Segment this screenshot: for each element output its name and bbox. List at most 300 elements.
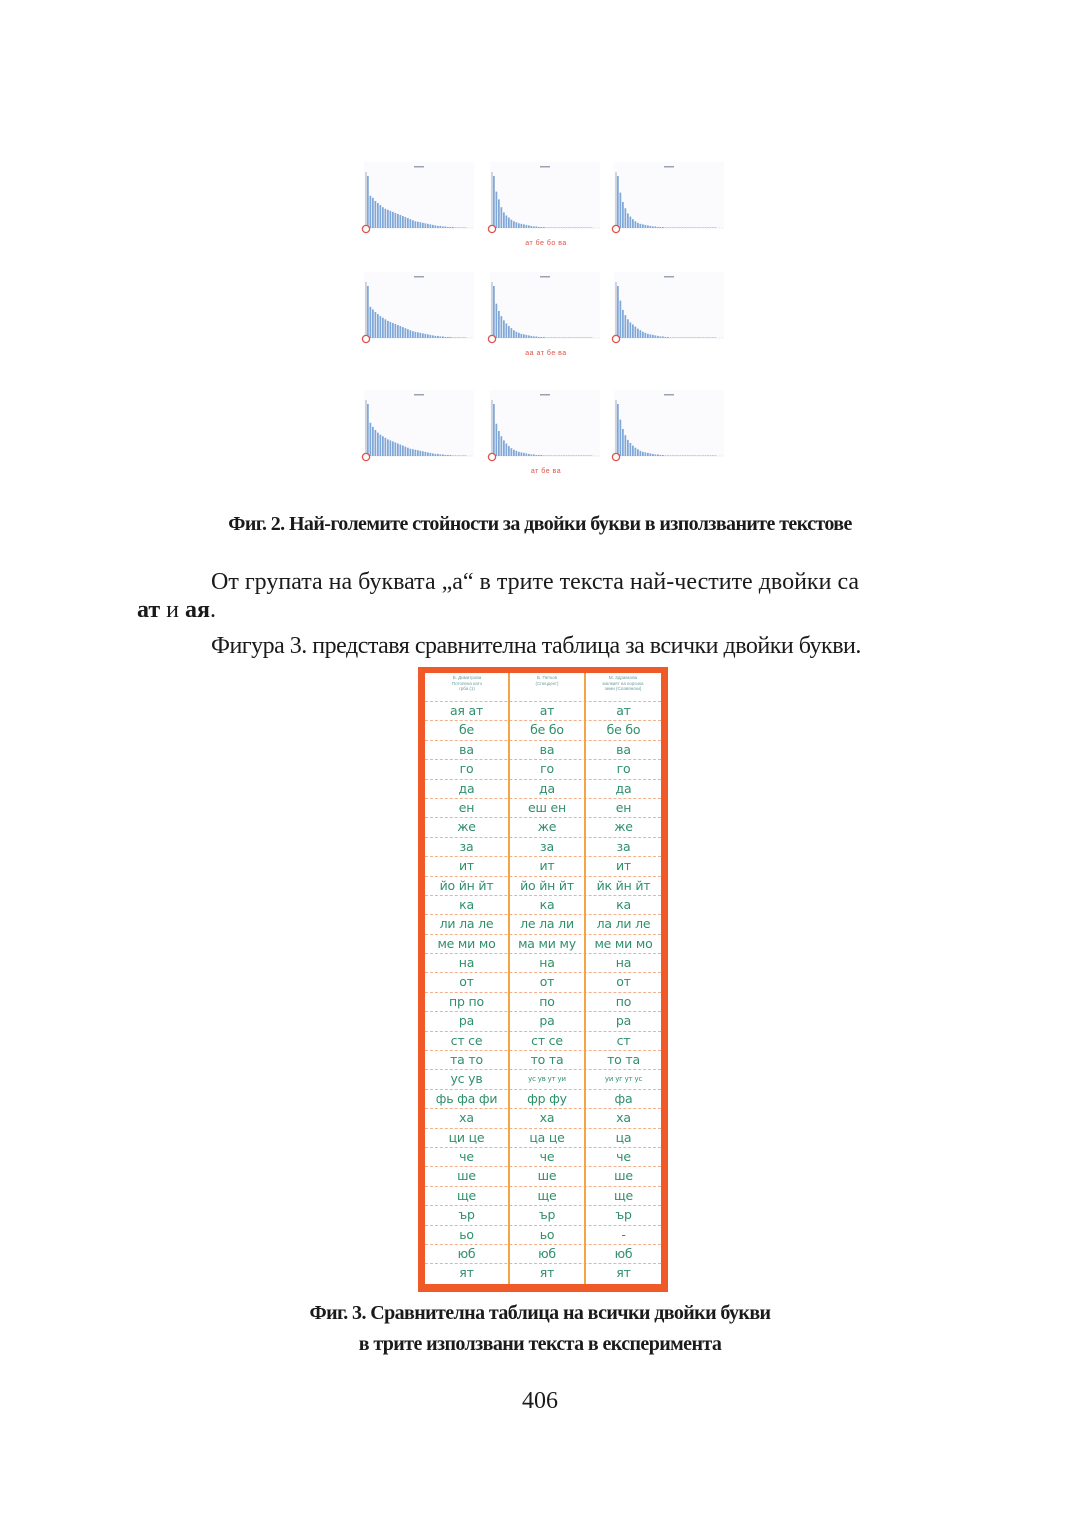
bar bbox=[395, 324, 397, 338]
bar bbox=[627, 319, 629, 338]
table-cell: ха bbox=[539, 1110, 555, 1126]
chart-svg-2 bbox=[484, 158, 602, 238]
table-cell: на bbox=[458, 955, 475, 971]
bar bbox=[645, 225, 647, 228]
table-cell: юб bbox=[457, 1245, 476, 1261]
bar bbox=[667, 337, 669, 338]
bar bbox=[392, 323, 394, 338]
bar bbox=[687, 455, 689, 456]
bar bbox=[382, 207, 384, 228]
chart-4 bbox=[358, 268, 476, 348]
bar bbox=[372, 198, 374, 228]
table-cell: бе бо bbox=[530, 722, 564, 738]
bold-pair-at: ат bbox=[137, 597, 161, 623]
bar bbox=[546, 455, 548, 456]
bar bbox=[465, 227, 467, 228]
bar bbox=[647, 225, 649, 228]
bar bbox=[563, 227, 565, 228]
bar bbox=[652, 226, 654, 228]
bar bbox=[687, 337, 689, 338]
table-cell: ят bbox=[459, 1265, 474, 1281]
bar bbox=[566, 455, 568, 456]
origin-marker bbox=[362, 225, 369, 232]
row-label-2: аа ат бе ва bbox=[525, 350, 567, 357]
bar bbox=[657, 336, 659, 338]
bar bbox=[412, 331, 414, 338]
bar bbox=[531, 336, 533, 338]
bar bbox=[546, 337, 548, 338]
bar bbox=[462, 337, 464, 338]
table-row bbox=[425, 1011, 661, 1030]
bar bbox=[460, 337, 462, 338]
bar bbox=[687, 227, 689, 228]
bar bbox=[382, 436, 384, 456]
bar bbox=[672, 337, 674, 338]
bar bbox=[715, 227, 717, 228]
bar bbox=[382, 318, 384, 338]
table-cell: ва bbox=[616, 741, 631, 757]
row-label-3: ат бе ва bbox=[530, 468, 562, 475]
bar bbox=[465, 337, 467, 338]
bar bbox=[586, 227, 588, 228]
bar bbox=[692, 455, 694, 456]
bar bbox=[548, 455, 550, 456]
bar bbox=[516, 222, 518, 228]
table-row bbox=[425, 1205, 661, 1224]
table-cell: да bbox=[615, 780, 632, 796]
bar bbox=[521, 452, 523, 456]
table-cell: йк йн йт bbox=[596, 877, 651, 893]
table-row bbox=[425, 720, 661, 739]
bar bbox=[440, 336, 442, 338]
bar bbox=[622, 202, 624, 228]
bar bbox=[573, 337, 575, 338]
table-cell: еш ен bbox=[528, 799, 566, 815]
bar bbox=[586, 337, 588, 338]
bar bbox=[635, 221, 637, 228]
bar bbox=[581, 337, 583, 338]
table-cell: ка bbox=[616, 896, 631, 912]
bar bbox=[425, 223, 427, 228]
table-cell: ус ув bbox=[450, 1071, 483, 1087]
bar bbox=[405, 328, 407, 338]
chart-svg-6 bbox=[608, 268, 726, 348]
bar bbox=[432, 225, 434, 228]
bar bbox=[496, 192, 498, 228]
bar bbox=[541, 455, 543, 456]
table-cell: та то bbox=[450, 1052, 483, 1068]
figure-3-table bbox=[418, 667, 668, 1292]
bar bbox=[457, 337, 459, 338]
chart-title bbox=[414, 166, 424, 168]
table-row bbox=[425, 1225, 661, 1244]
bar bbox=[667, 455, 669, 456]
column-divider-1 bbox=[508, 673, 510, 1284]
bar bbox=[563, 455, 565, 456]
table-cell: по bbox=[615, 993, 632, 1009]
bar bbox=[617, 286, 619, 338]
bar bbox=[447, 337, 449, 338]
header-col-1: Б. Димитрова Потопена като грба (1) bbox=[451, 675, 483, 691]
table-cell: ст bbox=[616, 1032, 631, 1048]
table-cell: ли ла ле bbox=[439, 916, 494, 932]
table-cell: ат bbox=[616, 703, 631, 718]
bar bbox=[707, 227, 709, 228]
bar bbox=[521, 224, 523, 228]
chart-title bbox=[414, 276, 424, 278]
chart-svg-3 bbox=[608, 158, 726, 238]
table-cell: от bbox=[539, 974, 555, 990]
chart-7 bbox=[358, 386, 476, 466]
bar bbox=[627, 213, 629, 228]
table-cell: че bbox=[616, 1148, 631, 1164]
bar bbox=[571, 337, 573, 338]
bar bbox=[430, 453, 432, 456]
bar bbox=[417, 450, 419, 456]
bar bbox=[591, 227, 593, 228]
bar bbox=[503, 212, 505, 228]
bar bbox=[422, 223, 424, 228]
bar bbox=[697, 455, 699, 456]
bar bbox=[523, 224, 525, 228]
bar bbox=[553, 455, 555, 456]
bar bbox=[576, 227, 578, 228]
chart-1 bbox=[358, 158, 476, 238]
bar bbox=[640, 224, 642, 228]
table-row bbox=[425, 914, 661, 933]
bar bbox=[573, 227, 575, 228]
bar bbox=[625, 315, 627, 338]
bar bbox=[407, 329, 409, 338]
bar bbox=[650, 334, 652, 338]
bar bbox=[642, 224, 644, 228]
bar bbox=[452, 455, 454, 456]
bar bbox=[697, 227, 699, 228]
chart-3 bbox=[608, 158, 726, 238]
table-cell: пр по bbox=[449, 993, 484, 1009]
bar bbox=[652, 454, 654, 456]
bar bbox=[526, 335, 528, 338]
table-cell: за bbox=[459, 838, 474, 854]
header-col-2: Б. Петков (Спецдект) bbox=[535, 675, 559, 686]
bar bbox=[508, 326, 510, 338]
table-cell: ва bbox=[539, 741, 555, 757]
table-row bbox=[425, 1244, 661, 1263]
bar bbox=[715, 455, 717, 456]
bar bbox=[695, 455, 697, 456]
bar bbox=[511, 328, 513, 338]
bar bbox=[501, 207, 503, 228]
bar bbox=[397, 214, 399, 228]
row-label-1: ат бе бо ва bbox=[525, 240, 567, 247]
bar bbox=[450, 227, 452, 228]
table-cell: ци це bbox=[448, 1129, 485, 1145]
origin-marker bbox=[362, 335, 369, 342]
table-row bbox=[425, 837, 661, 856]
bar bbox=[558, 337, 560, 338]
table-cell: го bbox=[616, 761, 631, 777]
bar bbox=[496, 304, 498, 338]
table-cell: ра bbox=[539, 1013, 555, 1029]
bar bbox=[700, 337, 702, 338]
bar bbox=[650, 226, 652, 228]
chart-svg-1 bbox=[358, 158, 476, 238]
bar bbox=[377, 314, 379, 338]
bar bbox=[695, 337, 697, 338]
table-cell: фа bbox=[614, 1090, 633, 1106]
table-row bbox=[425, 934, 661, 953]
table-row bbox=[425, 779, 661, 798]
bar bbox=[518, 223, 520, 228]
bar bbox=[498, 431, 500, 456]
bar bbox=[440, 454, 442, 456]
bar bbox=[367, 286, 369, 338]
table-cell: ме ми мо bbox=[437, 935, 496, 951]
bar bbox=[538, 227, 540, 228]
bar bbox=[568, 337, 570, 338]
table-row bbox=[425, 1263, 661, 1282]
bar bbox=[680, 337, 682, 338]
bar bbox=[556, 455, 558, 456]
bar bbox=[387, 321, 389, 338]
bar bbox=[370, 196, 372, 228]
table-cell: че bbox=[539, 1148, 555, 1164]
bar bbox=[637, 449, 639, 456]
bar bbox=[493, 176, 495, 228]
table-cell: ме ми мо bbox=[594, 935, 653, 951]
bar bbox=[533, 454, 535, 456]
bar bbox=[445, 226, 447, 228]
bar bbox=[427, 452, 429, 456]
bar bbox=[548, 227, 550, 228]
bar bbox=[627, 440, 629, 456]
bar bbox=[498, 311, 500, 338]
column-divider-2 bbox=[584, 673, 586, 1284]
bar bbox=[402, 327, 404, 338]
bar bbox=[578, 227, 580, 228]
bar bbox=[405, 447, 407, 456]
bar bbox=[390, 322, 392, 338]
bar bbox=[412, 220, 414, 228]
chart-9 bbox=[608, 386, 726, 466]
bar bbox=[702, 227, 704, 228]
table-cell: ьо bbox=[459, 1226, 474, 1242]
bar bbox=[655, 454, 657, 456]
origin-marker bbox=[612, 335, 619, 342]
chart-8 bbox=[484, 386, 602, 466]
bar bbox=[432, 335, 434, 338]
table-cell: уи уг ут ус bbox=[604, 1075, 643, 1084]
bar bbox=[558, 455, 560, 456]
bar bbox=[702, 455, 704, 456]
table-cell: ят bbox=[539, 1265, 555, 1281]
bar bbox=[392, 212, 394, 228]
bar bbox=[675, 337, 677, 338]
bar bbox=[561, 337, 563, 338]
origin-marker bbox=[488, 225, 495, 232]
bar bbox=[705, 337, 707, 338]
bar bbox=[521, 334, 523, 338]
bar bbox=[498, 199, 500, 228]
bar bbox=[591, 455, 593, 456]
bar bbox=[667, 227, 669, 228]
table-row bbox=[425, 740, 661, 759]
bar bbox=[665, 227, 667, 228]
conjunction: и bbox=[160, 597, 186, 623]
bar bbox=[367, 176, 369, 228]
figure-2 bbox=[358, 158, 734, 488]
chart-svg-4 bbox=[358, 268, 476, 348]
bar bbox=[465, 455, 467, 456]
table-row bbox=[425, 876, 661, 895]
bar bbox=[526, 453, 528, 456]
bar bbox=[442, 336, 444, 338]
table-row bbox=[425, 759, 661, 778]
bar bbox=[652, 335, 654, 338]
bar bbox=[462, 455, 464, 456]
bar bbox=[452, 227, 454, 228]
bar bbox=[578, 455, 580, 456]
table-cell: го bbox=[459, 761, 474, 777]
table-cell: да bbox=[458, 780, 475, 796]
table-cell: ле ла ли bbox=[520, 916, 574, 932]
bar bbox=[573, 455, 575, 456]
bar bbox=[566, 337, 568, 338]
bar bbox=[662, 227, 664, 228]
bar bbox=[518, 452, 520, 456]
bar bbox=[415, 450, 417, 456]
bar bbox=[640, 330, 642, 338]
bar bbox=[622, 429, 624, 456]
bar bbox=[548, 337, 550, 338]
bar bbox=[533, 226, 535, 228]
bar bbox=[660, 227, 662, 228]
table-cell: ят bbox=[616, 1265, 631, 1281]
bar bbox=[395, 442, 397, 456]
table-cell: да bbox=[539, 780, 555, 796]
bar bbox=[435, 225, 437, 228]
table-cell: йо йн йт bbox=[520, 877, 574, 893]
bar bbox=[642, 332, 644, 338]
bar bbox=[642, 452, 644, 456]
bar bbox=[493, 404, 495, 456]
bar bbox=[455, 337, 457, 338]
table-row bbox=[425, 1147, 661, 1166]
bar bbox=[620, 420, 622, 456]
bar bbox=[670, 227, 672, 228]
bar bbox=[677, 227, 679, 228]
table-row bbox=[425, 798, 661, 817]
bar bbox=[563, 337, 565, 338]
figure-2-caption: Фиг. 2. Най-големите стойности за двойки букви в използваните текстове bbox=[228, 513, 852, 535]
bar bbox=[715, 337, 717, 338]
table-cell: на bbox=[615, 955, 632, 971]
bar bbox=[385, 438, 387, 456]
bar bbox=[677, 455, 679, 456]
bar bbox=[583, 455, 585, 456]
table-cell: то та bbox=[607, 1052, 640, 1068]
bar bbox=[556, 337, 558, 338]
table-cell: то та bbox=[530, 1052, 564, 1068]
table-row bbox=[425, 701, 661, 720]
paragraph-1-line-2 bbox=[137, 596, 216, 624]
bar bbox=[541, 337, 543, 338]
table-cell: ва bbox=[459, 741, 474, 757]
table-row bbox=[425, 1089, 661, 1108]
table-cell: на bbox=[539, 955, 555, 971]
origin-marker bbox=[488, 335, 495, 342]
bar bbox=[707, 455, 709, 456]
bar bbox=[442, 226, 444, 228]
bar bbox=[387, 439, 389, 456]
bar bbox=[568, 455, 570, 456]
table-cell: за bbox=[616, 838, 631, 854]
bar bbox=[385, 209, 387, 228]
table-row bbox=[425, 1108, 661, 1127]
bar bbox=[457, 227, 459, 228]
bar bbox=[528, 335, 530, 338]
table-cell: ца bbox=[615, 1129, 632, 1145]
bar bbox=[635, 327, 637, 338]
bar bbox=[415, 221, 417, 228]
bar bbox=[566, 227, 568, 228]
table-cell: ха bbox=[616, 1110, 631, 1126]
bar bbox=[583, 227, 585, 228]
table-row bbox=[425, 1186, 661, 1205]
bar bbox=[533, 336, 535, 338]
bar bbox=[516, 332, 518, 338]
bar bbox=[410, 219, 412, 228]
bar bbox=[712, 227, 714, 228]
table-cell: йо йн йт bbox=[439, 877, 494, 893]
bar bbox=[526, 225, 528, 228]
bar bbox=[375, 201, 377, 228]
chart-6 bbox=[608, 268, 726, 348]
paragraph-1-line-1: От групата на буквата „а“ в трите текста най-честите двойки са bbox=[211, 569, 860, 595]
bar bbox=[541, 227, 543, 228]
bar bbox=[397, 325, 399, 338]
bar bbox=[571, 455, 573, 456]
bar bbox=[375, 312, 377, 338]
bar bbox=[660, 336, 662, 338]
bar bbox=[400, 326, 402, 338]
chart-title bbox=[664, 276, 674, 278]
bar bbox=[630, 443, 632, 456]
bar bbox=[543, 337, 545, 338]
table-cell: ла ли ле bbox=[596, 916, 651, 932]
bar bbox=[697, 337, 699, 338]
bar bbox=[682, 227, 684, 228]
table-cell: юб bbox=[614, 1245, 633, 1261]
table-row bbox=[425, 895, 661, 914]
table-cell: бе bbox=[459, 722, 474, 738]
table-cell: ка bbox=[539, 896, 555, 912]
bar bbox=[417, 332, 419, 338]
bar bbox=[402, 446, 404, 456]
bar bbox=[637, 223, 639, 228]
bar bbox=[657, 227, 659, 228]
bar bbox=[677, 337, 679, 338]
chart-svg-8 bbox=[484, 386, 602, 466]
table-row bbox=[425, 1050, 661, 1069]
bar bbox=[445, 455, 447, 456]
bar bbox=[685, 337, 687, 338]
bar bbox=[647, 453, 649, 456]
bar bbox=[410, 330, 412, 338]
bar bbox=[367, 404, 369, 456]
table-cell: ра bbox=[458, 1013, 475, 1029]
bar bbox=[692, 337, 694, 338]
